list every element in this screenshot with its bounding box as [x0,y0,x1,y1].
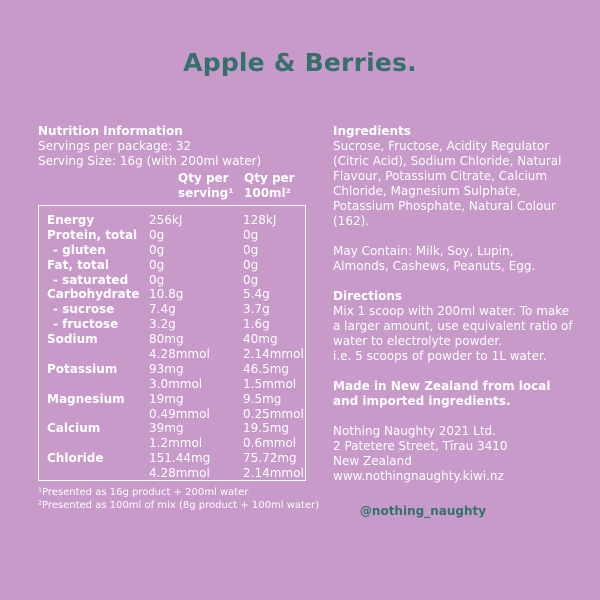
company-name: Nothing Naughty 2021 Ltd. [333,424,496,438]
qty-per-serving: 80mg [149,332,184,347]
qty-per-100ml: 0g [243,227,259,242]
ingredients-heading: Ingredients [333,124,411,138]
nutrient-label: Protein, total [47,227,138,242]
nutrition-row [39,362,305,377]
ingredients-text: Sucrose, Fructose, Acidity Regulator (Citric Acid), Sodium Chloride, Natural Flavour, Potassium Citrate, Calcium Chloride, Magnesium Sulphate, Potassium Phosphate, Natural Colour (162). [333,139,562,228]
qty-per-serving: 4.28mmol [149,466,210,481]
qty-per-100ml: 40mg [243,332,278,347]
qty-per-serving: 0g [149,257,165,272]
nutrition-column-headers [38,169,308,201]
qty-per-serving: 0g [149,272,165,287]
nutrition-row [39,243,305,258]
directions-text: Mix 1 scoop with 200ml water. To make a larger amount, use equivalent ratio of water to electrolyte powder. [333,304,573,348]
nutrient-label: Sodium [47,332,98,347]
directions-example: i.e. 5 scoops of powder to 1L water. [333,349,547,363]
qty-per-serving: 0g [149,242,165,257]
qty-per-serving: 10.8g [149,287,184,302]
qty-per-serving: 256kJ [149,213,183,227]
qty-per-serving: 19mg [149,391,184,406]
qty-per-serving: 3.2g [149,317,176,332]
qty-per-100ml: 0g [243,257,259,272]
nutrition-row [39,377,305,392]
nutrition-row [39,258,305,273]
column-header-per-100ml [244,171,295,201]
qty-per-100ml: 9.5mg [243,391,282,406]
nutrition-row [39,213,305,228]
nutrition-row [39,421,305,436]
qty-per-serving: 3.0mmol [149,376,203,391]
qty-per-100ml: 0g [243,272,259,287]
serving-size: Serving Size: 16g (with 200ml water) [38,154,262,168]
nutrition-row [39,451,305,466]
column-header-per-100ml-line1: Qty per [244,171,295,185]
qty-per-serving: 151.44mg [149,451,211,466]
qty-per-100ml: 0.6mmol [243,436,297,451]
nutrition-heading: Nutrition Information [38,124,183,138]
qty-per-serving: 93mg [149,361,184,376]
directions-heading: Directions [333,289,403,303]
column-header-per-serving-line1: Qty per [178,171,229,185]
qty-per-serving: 7.4g [149,302,176,317]
qty-per-100ml: 75.72mg [243,451,297,466]
qty-per-serving: 39mg [149,421,184,436]
qty-per-100ml: 128kJ [243,213,277,227]
nutrient-label: Carbohydrate [47,287,140,302]
nutrition-row [39,287,305,302]
nutrition-table [38,205,306,481]
qty-per-100ml: 2.14mmol [243,466,304,481]
qty-per-100ml: 19.5mg [243,421,290,436]
qty-per-serving: 0g [149,227,165,242]
nutrition-row [39,436,305,451]
allergen-statement: May Contain: Milk, Soy, Lupin, Almonds, Cashews, Peanuts, Egg. [333,244,536,273]
servings-per-package: Servings per package: 32 [38,139,192,153]
product-title: Apple & Berries. [183,48,417,77]
qty-per-100ml: 5.4g [243,287,270,302]
nutrition-row [39,332,305,347]
nutrition-row [39,228,305,243]
nutrient-label: Potassium [47,361,118,376]
qty-per-100ml: 0g [243,242,259,257]
nutrient-label: Chloride [47,451,104,466]
qty-per-100ml: 0.25mmol [243,406,304,421]
nutrient-label: Energy [47,213,95,227]
nutrition-row [39,273,305,288]
footnote-2: ²Presented as 100ml of mix (8g product + 100ml water) [38,500,320,511]
nutrient-label: - fructose [53,317,119,332]
nutrient-label: Fat, total [47,257,109,272]
nutrient-label: Magnesium [47,391,125,406]
footnote-1: ¹Presented as 16g product + 200ml water [38,487,249,498]
nutrition-row [39,302,305,317]
qty-per-100ml: 1.5mmol [243,376,297,391]
column-header-per-serving [178,171,234,201]
qty-per-serving: 0.49mmol [149,406,210,421]
nutrition-row [39,317,305,332]
nutrient-label: - gluten [53,242,106,257]
qty-per-100ml: 46.5mg [243,361,290,376]
nutrition-row [39,392,305,407]
nutrient-label: Calcium [47,421,101,436]
company-website[interactable]: www.nothingnaughty.kiwi.nz [333,469,504,483]
nutrition-panel [38,124,308,481]
nutrient-label: - sucrose [53,302,115,317]
nutrition-row [39,407,305,422]
qty-per-100ml: 1.6g [243,317,270,332]
column-header-per-100ml-line2: 100ml² [244,186,291,200]
nutrient-label: - saturated [53,272,129,287]
nutrition-footnotes [38,486,319,512]
nutrition-row [39,466,305,481]
qty-per-serving: 4.28mmol [149,347,210,362]
qty-per-100ml: 3.7g [243,302,270,317]
company-country: New Zealand [333,454,412,468]
nutrition-row [39,347,305,362]
column-header-per-serving-line2: serving¹ [178,186,234,200]
qty-per-100ml: 2.14mmol [243,347,304,362]
company-street: 2 Patetere Street, Tīrau 3410 [333,439,508,453]
info-column [333,124,573,484]
social-handle[interactable]: @nothing_naughty [359,504,487,518]
origin-statement: Made in New Zealand from local and imported ingredients. [333,379,551,408]
qty-per-serving: 1.2mmol [149,436,203,451]
